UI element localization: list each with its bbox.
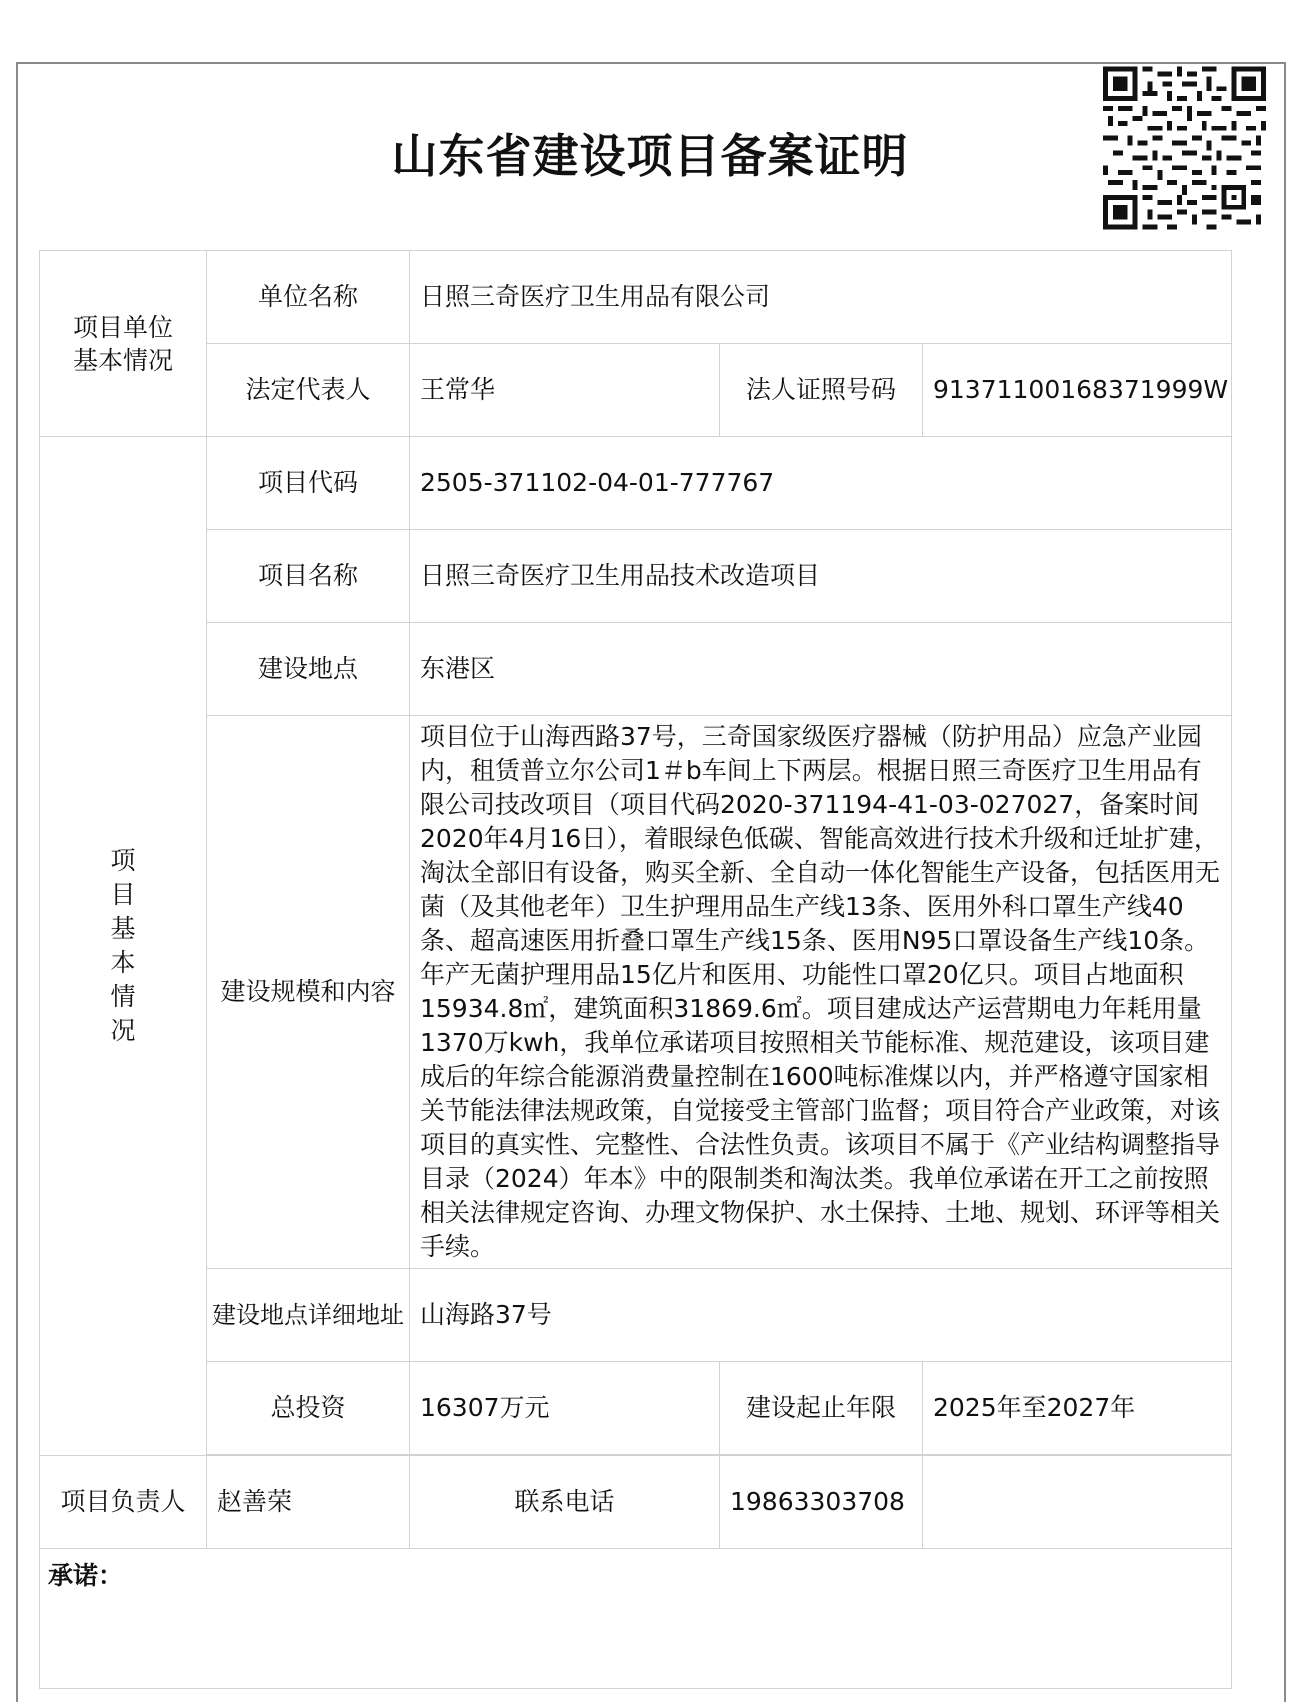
table-row — [40, 437, 1232, 530]
investment-label: 总投资 — [207, 1362, 410, 1455]
table-row — [40, 344, 1232, 437]
period-value: 2025年至2027年 — [923, 1362, 1232, 1455]
license-label: 法人证照号码 — [720, 344, 923, 437]
table-row — [40, 1362, 1232, 1455]
manager-value: 赵善荣 — [207, 1456, 410, 1549]
scope-label: 建设规模和内容 — [207, 716, 410, 1269]
address-value: 山海路37号 — [410, 1269, 1232, 1362]
phone-value: 19863303708 — [720, 1456, 923, 1549]
unit-section-label: 项目单位基本情况 — [72, 312, 173, 375]
empty-cell — [923, 1456, 1232, 1549]
qr-code — [1103, 66, 1266, 230]
unit-name-value: 日照三奇医疗卫生用品有限公司 — [410, 251, 1232, 344]
legal-rep-label: 法定代表人 — [207, 344, 410, 437]
promise-label: 承诺： — [40, 1549, 1232, 1689]
table-row — [40, 251, 1232, 344]
scope-value: 项目位于山海西路37号，三奇国家级医疗器械（防护用品）应急产业园内，租赁普立尔公司1＃b车间上下两层。根据日照三奇医疗卫生用品有限公司技改项目（项目代码2020-371194-41-03-027027，备案时间2020年4月16日），着眼绿色低碳、智能高效进行技术升级和迁址扩建，淘汰全部旧有设备，购买全新、全自动一体化智能生产设备，包括医用无菌（及其他老年）卫生护理用品生产线13条、医用外科口罩生产线40条、超高速医用折叠口罩生产线15条、医用N95口罩设备生产线10条。年产无菌护理用品15亿片和医用、功能性口罩20亿只。项目占地面积15934.8㎡，建筑面积31869.6㎡。项目建成达产运营期电力年耗用量1370万kwh，我单位承诺项目按照相关节能标准、规范建设，该项目建成后的年综合能源消费量控制在1600吨标准煤以内，并严格遵守国家相关节能法律法规政策，自觉接受主管部门监督；项目符合产业政策，对该项目的真实性、完整性、合法性负责。该项目不属于《产业结构调整指导目录（2024）年本》中的限制类和淘汰类。我单位承诺在开工之前按照相关法律规定咨询、办理文物保护、水土保持、土地、规划、环评等相关手续。 — [410, 716, 1232, 1269]
table-row — [40, 1456, 1232, 1549]
project-code-label: 项目代码 — [207, 437, 410, 530]
record-table — [39, 250, 1232, 1689]
investment-value: 16307万元 — [410, 1362, 720, 1455]
table-row — [40, 1549, 1232, 1689]
table-row — [40, 623, 1232, 716]
project-code-value: 2505-371102-04-01-777767 — [410, 437, 1232, 530]
address-label: 建设地点详细地址 — [207, 1269, 410, 1362]
manager-label: 项目负责人 — [40, 1456, 207, 1549]
unit-name-label: 单位名称 — [207, 251, 410, 344]
phone-label: 联系电话 — [410, 1456, 720, 1549]
project-name-value: 日照三奇医疗卫生用品技术改造项目 — [410, 530, 1232, 623]
legal-rep-value: 王常华 — [410, 344, 720, 437]
table-row — [40, 716, 1232, 1269]
table-row — [40, 1269, 1232, 1362]
site-label: 建设地点 — [207, 623, 410, 716]
site-value: 东港区 — [410, 623, 1232, 716]
project-name-label: 项目名称 — [207, 530, 410, 623]
project-section-header — [40, 437, 207, 1456]
table-row — [40, 530, 1232, 623]
license-value: 91371100168371999W — [923, 344, 1232, 437]
document-title: 山东省建设项目备案证明 — [391, 129, 909, 183]
unit-section-header — [40, 251, 207, 437]
period-label: 建设起止年限 — [720, 1362, 923, 1455]
project-section-label: 项目基本情况 — [110, 846, 136, 1045]
